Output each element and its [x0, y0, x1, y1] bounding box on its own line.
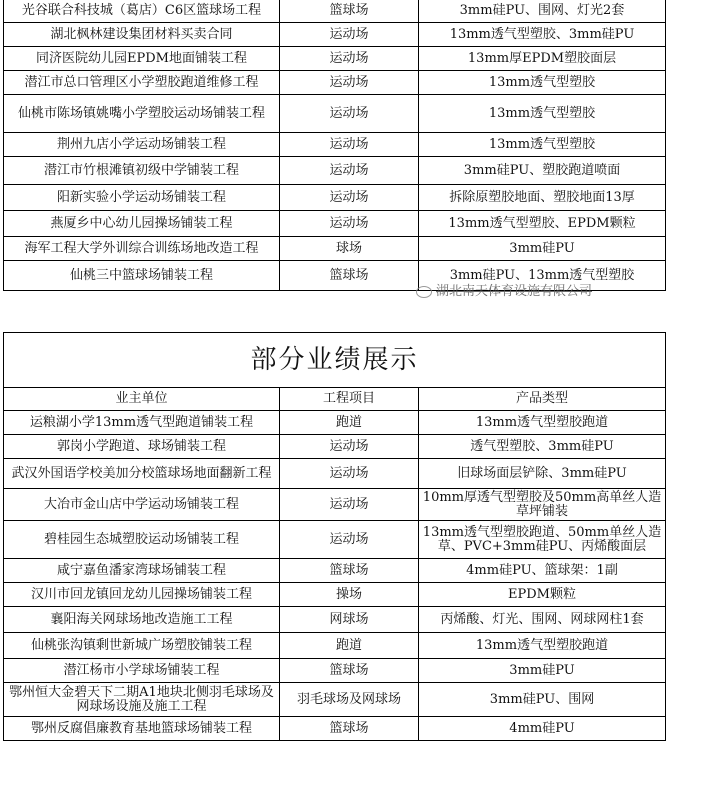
owner-cell: 潜江杨市小学球场铺装工程: [4, 659, 280, 683]
project-cell: 运动场: [280, 133, 419, 157]
company-watermark: [416, 280, 592, 299]
project-cell: 运动场: [280, 435, 419, 459]
header-product: 产品类型: [419, 388, 666, 411]
product-cell: 3mm硅PU、塑胶跑道喷面: [419, 157, 666, 185]
project-cell: 运动场: [280, 71, 419, 95]
watermark-text: 湖北南天体育设施有限公司: [436, 284, 593, 299]
project-cell: 运动场: [280, 95, 419, 133]
owner-cell: 武汉外国语学校美加分校篮球场地面翻新工程: [4, 459, 280, 489]
product-cell: EPDM颗粒: [419, 583, 666, 607]
owner-cell: 潜江市竹根滩镇初级中学铺装工程: [4, 157, 280, 185]
project-cell: 运动场: [280, 459, 419, 489]
product-cell: 13mm透气型塑胶跑道: [419, 411, 666, 435]
header-project: 工程项目: [280, 388, 419, 411]
product-cell: 3mm硅PU: [419, 237, 666, 261]
project-cell: 运动场: [280, 521, 419, 559]
table-row: [4, 71, 666, 95]
project-cell: 篮球场: [280, 559, 419, 583]
owner-cell: 鄂州反腐倡廉教育基地篮球场铺装工程: [4, 717, 280, 741]
product-cell: 4mm硅PU、篮球架：1副: [419, 559, 666, 583]
table-title: 部分业绩展示: [4, 333, 666, 388]
table-row: [4, 157, 666, 185]
table-row: [4, 459, 666, 489]
owner-cell: 荆州九店小学运动场铺装工程: [4, 133, 280, 157]
table-row: [4, 435, 666, 459]
table-row: [4, 237, 666, 261]
owner-cell: 仙桃三中篮球场铺装工程: [4, 261, 280, 291]
product-cell: 13mm透气型塑胶、EPDM颗粒: [419, 211, 666, 237]
table-row: [4, 489, 666, 521]
table-row: [4, 211, 666, 237]
table-row: [4, 717, 666, 741]
owner-cell: 碧桂园生态城塑胶运动场铺装工程: [4, 521, 280, 559]
product-cell: 10mm厚透气型塑胶及50mm高单丝人造草坪铺装: [419, 489, 666, 521]
owner-cell: 襄阳海关网球场地改造施工工程: [4, 607, 280, 633]
product-cell: 透气型塑胶、3mm硅PU: [419, 435, 666, 459]
table-row: [4, 607, 666, 633]
product-cell: 丙烯酸、灯光、围网、网球网柱1套: [419, 607, 666, 633]
table-row: [4, 683, 666, 717]
project-cell: 球场: [280, 237, 419, 261]
project-cell: 运动场: [280, 23, 419, 47]
product-cell: 13mm透气型塑胶跑道、50mm单丝人造草、PVC+3mm硅PU、丙烯酸面层: [419, 521, 666, 559]
product-cell: 拆除原塑胶地面、塑胶地面13厚: [419, 185, 666, 211]
owner-cell: 燕厦乡中心幼儿园操场铺装工程: [4, 211, 280, 237]
product-cell: 13mm透气型塑胶: [419, 95, 666, 133]
owner-cell: 仙桃市陈场镇姚嘴小学塑胶运动场铺装工程: [4, 95, 280, 133]
project-cell: 网球场: [280, 607, 419, 633]
owner-cell: 咸宁嘉鱼潘家湾球场铺装工程: [4, 559, 280, 583]
table-row: [4, 133, 666, 157]
owner-cell: 潜江市总口管理区小学塑胶跑道维修工程: [4, 71, 280, 95]
product-cell: 3mm硅PU、13mm透气型塑胶: [419, 261, 666, 291]
project-cell: 羽毛球场及网球场: [280, 683, 419, 717]
owner-cell: 鄂州恒大金碧天下二期A1地块北侧羽毛球场及网球场设施及施工工程: [4, 683, 280, 717]
product-cell: 3mm硅PU、围网、灯光2套: [419, 0, 666, 23]
project-cell: 运动场: [280, 211, 419, 237]
product-cell: 13mm透气型塑胶: [419, 71, 666, 95]
project-cell: 操场: [280, 583, 419, 607]
project-cell: 跑道: [280, 411, 419, 435]
owner-cell: 仙桃张沟镇剩世新城广场塑胶铺装工程: [4, 633, 280, 659]
table-row: [4, 659, 666, 683]
product-cell: 4mm硅PU: [419, 717, 666, 741]
project-cell: 篮球场: [280, 261, 419, 291]
table-row: [4, 521, 666, 559]
owner-cell: 大冶市金山店中学运动场铺装工程: [4, 489, 280, 521]
product-cell: 13mm透气型塑胶: [419, 133, 666, 157]
product-cell: 3mm硅PU: [419, 659, 666, 683]
project-cell: 篮球场: [280, 717, 419, 741]
table-row: [4, 559, 666, 583]
owner-cell: 汉川市回龙镇回龙幼儿园操场铺装工程: [4, 583, 280, 607]
owner-cell: 运粮湖小学13mm透气型跑道铺装工程: [4, 411, 280, 435]
product-cell: 3mm硅PU、围网: [419, 683, 666, 717]
wechat-icon: [416, 286, 432, 298]
owner-cell: 光谷联合科技城（葛店）C6区篮球场工程: [4, 0, 280, 23]
table-row: [4, 411, 666, 435]
project-cell: 篮球场: [280, 659, 419, 683]
owner-cell: 湖北枫林建设集团材料买卖合同: [4, 23, 280, 47]
project-cell: 跑道: [280, 633, 419, 659]
owner-cell: 同济医院幼儿园EPDM地面铺装工程: [4, 47, 280, 71]
table-row: [4, 185, 666, 211]
owner-cell: 郭岗小学跑道、球场铺装工程: [4, 435, 280, 459]
performance-table: [3, 332, 666, 741]
project-cell: 运动场: [280, 489, 419, 521]
project-cell: 运动场: [280, 47, 419, 71]
owner-cell: 阳新实验小学运动场铺装工程: [4, 185, 280, 211]
table-row: [4, 95, 666, 133]
table-row: [4, 633, 666, 659]
table-row: [4, 23, 666, 47]
table-row: [4, 0, 666, 23]
project-cell: 运动场: [280, 157, 419, 185]
product-cell: 13mm厚EPDM塑胶面层: [419, 47, 666, 71]
project-cell: 篮球场: [280, 0, 419, 23]
owner-cell: 海军工程大学外训综合训练场地改造工程: [4, 237, 280, 261]
product-cell: 13mm透气型塑胶、3mm硅PU: [419, 23, 666, 47]
product-cell: 13mm透气型塑胶跑道: [419, 633, 666, 659]
table-row: [4, 47, 666, 71]
project-cell: 运动场: [280, 185, 419, 211]
product-cell: 旧球场面层铲除、3mm硅PU: [419, 459, 666, 489]
table-row: [4, 583, 666, 607]
top-projects-table: [3, 0, 666, 291]
header-owner: 业主单位: [4, 388, 280, 411]
